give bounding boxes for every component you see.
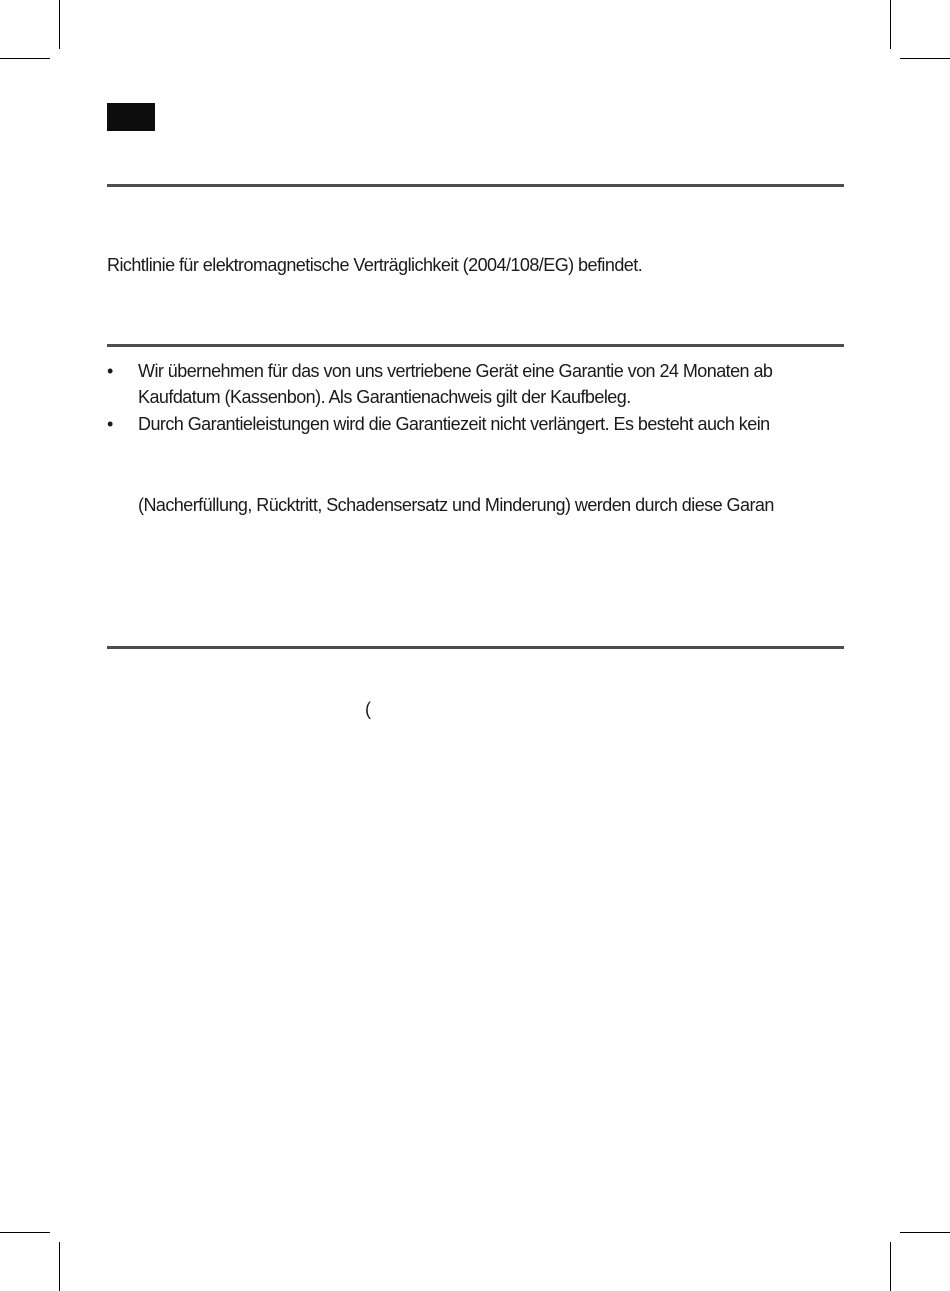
section-rule-bottom <box>107 646 844 649</box>
crop-mark-bottom-right-vertical <box>890 1242 891 1291</box>
crop-mark-top-right-horizontal <box>900 58 950 59</box>
section-rule-garantie <box>107 344 844 347</box>
section-rule-ce <box>107 184 844 187</box>
garantie-item-2-line-1: Durch Garantieleistungen wird die Garantiezeit nicht verlängert. Es besteht auch kein <box>138 414 770 434</box>
crop-mark-top-right-vertical <box>890 0 891 49</box>
bullet-icon: • <box>107 414 114 434</box>
crop-mark-bottom-left-vertical <box>59 1242 60 1291</box>
bullet-icon: • <box>107 361 114 381</box>
page-tab-marker <box>107 103 155 131</box>
crop-mark-bottom-left-horizontal <box>0 1232 50 1233</box>
ce-directive-line: Richtlinie für elektromagnetische Verträglichkeit (2004/108/EG) befindet. <box>107 255 643 275</box>
crop-mark-bottom-right-horizontal <box>900 1232 950 1233</box>
garantie-item-1-line-2: Kaufdatum (Kassenbon). Als Garantienachweis gilt der Kaufbeleg. <box>138 387 631 407</box>
crop-mark-top-left-vertical <box>59 0 60 49</box>
garantie-item-1-line-1: Wir übernehmen für das von uns vertriebene Gerät eine Garantie von 24 Monaten ab <box>138 361 773 381</box>
garantie-item-2-line-2: (Nacherfüllung, Rücktritt, Schadensersatz und Minderung) werden durch diese Garan <box>138 495 774 515</box>
bottom-fragment: ( <box>365 699 371 719</box>
crop-mark-top-left-horizontal <box>0 58 50 59</box>
